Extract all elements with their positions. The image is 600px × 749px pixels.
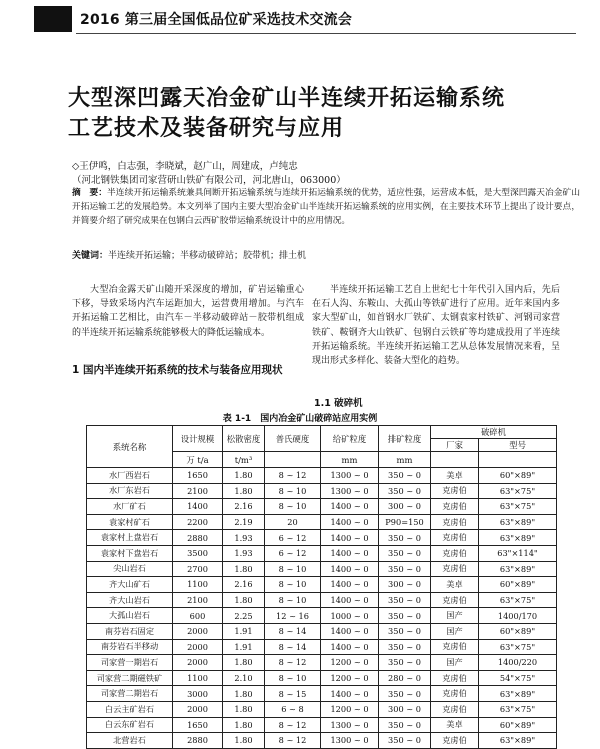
cell-density: 2.16 [223,499,265,515]
cell-feed-size: 1400 ~ 0 [321,530,379,546]
cell-density: 1.80 [223,561,265,577]
cell-capacity: 2100 [173,592,223,608]
table-row [87,670,557,686]
cell-name: 白云主矿岩石 [87,701,173,717]
cell-maker: 国产 [431,623,479,639]
cell-hardness: 8 ~ 14 [265,639,321,655]
cell-model: 63"×75" [479,483,557,499]
abstract [72,186,580,228]
cell-discharge-size: 350 ~ 0 [379,608,431,624]
cell-model: 60"×89" [479,717,557,733]
cell-capacity: 2700 [173,561,223,577]
header-feed-size: 给矿粒度 [321,426,379,452]
cell-feed-size: 1400 ~ 0 [321,577,379,593]
cell-capacity: 2880 [173,733,223,749]
abstract-text: 半连续开拓运输系统兼具间断开拓运输系统与连续开拓运输系统的优势，适应性强，运营成本低，是大型深凹露天冶金矿山开拓运输工艺的发展趋势。本文列举了国内主要大型冶金矿山半连续开拓运输系统的应用实例，在主要技术环节上提出了设计要点，并简要介绍了研究成果在包钢白云西矿胶带运输系统设计中的应用情况。 [72,188,581,226]
affiliation: （河北钢铁集团司家营研山铁矿有限公司，河北唐山，063000） [72,175,346,186]
cell-density: 1.80 [223,733,265,749]
cell-density: 1.93 [223,530,265,546]
cell-feed-size: 1300 ~ 0 [321,733,379,749]
unit-model [479,452,557,468]
unit-maker [431,452,479,468]
cell-density: 1.80 [223,468,265,484]
cell-maker: 克虏伯 [431,592,479,608]
authors: ◇王伊鸣，白志强，李晓斌，赵广山，周建成，卢纯忠 [72,161,298,172]
cell-discharge-size: 350 ~ 0 [379,483,431,499]
cell-capacity: 1400 [173,499,223,515]
unit-capacity: 万 t/a [173,452,223,468]
keywords-text: 半连续开拓运输；半移动破碎站；胶带机；排土机 [108,251,307,261]
cell-maker: 克虏伯 [431,701,479,717]
table-row [87,561,557,577]
cell-name: 袁家村下盘岩石 [87,545,173,561]
unit-discharge-size: mm [379,452,431,468]
cell-capacity: 3000 [173,686,223,702]
cell-hardness: 6 ~ 12 [265,545,321,561]
cell-maker: 克虏伯 [431,686,479,702]
header-crusher-label: 破碎机 [480,427,507,437]
cell-density: 2.16 [223,577,265,593]
table-row [87,468,557,484]
cell-capacity: 2000 [173,701,223,717]
cell-model: 63"×89" [479,686,557,702]
header-discharge-size: 排矿粒度 [379,426,431,452]
intro-right-column [312,283,560,368]
cell-model: 1400/220 [479,655,557,671]
cell-maker: 克虏伯 [431,530,479,546]
cell-name: 水厂东岩石 [87,483,173,499]
subsection-1-1-heading: 1.1 破碎机 [314,398,363,409]
cell-density: 2.10 [223,670,265,686]
cell-hardness: 8 ~ 10 [265,592,321,608]
cell-discharge-size: 350 ~ 0 [379,468,431,484]
cell-discharge-size: 350 ~ 0 [379,655,431,671]
cell-density: 1.80 [223,483,265,499]
cell-hardness: 8 ~ 14 [265,623,321,639]
cell-model: 63"×89" [479,514,557,530]
cell-capacity: 2100 [173,483,223,499]
cell-model: 63"×89" [479,733,557,749]
header-black-block [34,6,72,32]
header-name: 系统名称 [87,426,173,468]
cell-name: 司家营二期磁铁矿 [87,670,173,686]
cell-model: 60"×89" [479,623,557,639]
cell-capacity: 2880 [173,530,223,546]
cell-feed-size: 1400 ~ 0 [321,545,379,561]
cell-model: 63"×75" [479,639,557,655]
header-crusher-sub [431,438,556,451]
cell-maker: 国产 [431,608,479,624]
cell-discharge-size: 300 ~ 0 [379,701,431,717]
header-density: 松散密度 [223,426,265,452]
cell-capacity: 2200 [173,514,223,530]
cell-feed-size: 1300 ~ 0 [321,468,379,484]
cell-feed-size: 1400 ~ 0 [321,514,379,530]
keywords [72,248,306,261]
header-capacity: 设计规模 [173,426,223,452]
cell-name: 齐大山矿石 [87,577,173,593]
crusher-table [86,425,557,749]
table-row [87,592,557,608]
cell-hardness: 6 ~ 8 [265,701,321,717]
cell-discharge-size: 350 ~ 0 [379,592,431,608]
cell-capacity: 600 [173,608,223,624]
cell-hardness: 8 ~ 12 [265,468,321,484]
table-row [87,717,557,733]
cell-feed-size: 1200 ~ 0 [321,655,379,671]
cell-hardness: 8 ~ 12 [265,733,321,749]
cell-discharge-size: 350 ~ 0 [379,623,431,639]
unit-density: t/m³ [223,452,265,468]
cell-name: 袁家村上盘岩石 [87,530,173,546]
cell-feed-size: 1400 ~ 0 [321,639,379,655]
cell-hardness: 12 ~ 16 [265,608,321,624]
cell-discharge-size: 350 ~ 0 [379,733,431,749]
table-row [87,545,557,561]
cell-discharge-size: 350 ~ 0 [379,717,431,733]
header-maker: 厂家 [431,439,479,451]
cell-discharge-size: 350 ~ 0 [379,686,431,702]
cell-feed-size: 1400 ~ 0 [321,499,379,515]
cell-density: 1.91 [223,639,265,655]
intro-right-paragraph: 半连续开拓运输工艺自上世纪七十年代引入国内后，先后在石人沟、东鞍山、大孤山等铁矿进行了应用。近年来国内多家大型矿山，如首钢水厂铁矿、太钢袁家村铁矿、河钢司家营铁矿、鞍钢齐大山铁矿、包钢白云铁矿等均建成投用了半连续开拓运输系统。半连续开拓运输工艺从总体发展情况来看，呈现出形式多样化、装备大型化的趋势。 [312,285,560,367]
table-row [87,577,557,593]
cell-capacity: 1100 [173,670,223,686]
cell-discharge-size: 350 ~ 0 [379,639,431,655]
table-row [87,499,557,515]
cell-model: 63"×114" [479,545,557,561]
cell-model: 54"×75" [479,670,557,686]
cell-model: 63"×89" [479,561,557,577]
cell-feed-size: 1400 ~ 0 [321,686,379,702]
cell-name: 司家营二期岩石 [87,686,173,702]
intro-left-paragraph: 大型冶金露天矿山随开采深度的增加，矿岩运输重心下移，导致采场内汽车运距加大，运营费用增加。与汽车开拓运输工艺相比，由汽车－半移动破碎站－胶带机组成的半连续开拓运输系统能够极大的降低运输成本。 [72,285,304,338]
cell-maker: 克虏伯 [431,545,479,561]
cell-model: 63"×75" [479,499,557,515]
cell-maker: 克虏伯 [431,483,479,499]
cell-density: 2.19 [223,514,265,530]
table-row [87,639,557,655]
cell-name: 司家营一期岩石 [87,655,173,671]
header-model: 型号 [509,440,526,450]
cell-hardness: 8 ~ 12 [265,717,321,733]
cell-capacity: 1650 [173,717,223,733]
cell-maker: 克虏伯 [431,733,479,749]
cell-density: 1.80 [223,701,265,717]
cell-capacity: 1650 [173,468,223,484]
cell-density: 1.80 [223,717,265,733]
cell-name: 齐大山岩石 [87,592,173,608]
cell-feed-size: 1200 ~ 0 [321,701,379,717]
cell-maker: 克虏伯 [431,561,479,577]
cell-maker: 美卓 [431,717,479,733]
cell-discharge-size: 350 ~ 0 [379,545,431,561]
cell-hardness: 8 ~ 10 [265,670,321,686]
cell-feed-size: 1400 ~ 0 [321,623,379,639]
table-row [87,733,557,749]
table-row [87,686,557,702]
page-header [0,0,600,38]
cell-maker: 克虏伯 [431,670,479,686]
cell-capacity: 2000 [173,623,223,639]
cell-discharge-size: P90=150 [379,514,431,530]
cell-density: 1.91 [223,623,265,639]
table-row [87,655,557,671]
header-rule [76,33,576,34]
section-1-heading: 1 国内半连续开拓系统的技术与装备应用现状 [72,364,283,376]
table-row [87,623,557,639]
cell-capacity: 2000 [173,655,223,671]
cell-name: 北营岩石 [87,733,173,749]
cell-model: 63"×75" [479,592,557,608]
cell-hardness: 8 ~ 10 [265,499,321,515]
cell-name: 袁家村矿石 [87,514,173,530]
cell-name: 大孤山岩石 [87,608,173,624]
article-title-line-2: 工艺技术及装备研究与应用 [68,116,345,141]
cell-name: 水厂矿石 [87,499,173,515]
table-body [87,468,557,749]
cell-discharge-size: 350 ~ 0 [379,530,431,546]
cell-maker: 克虏伯 [431,514,479,530]
cell-capacity: 3500 [173,545,223,561]
cell-maker: 国产 [431,655,479,671]
keywords-label: 关键词： [72,251,109,261]
cell-model: 63"×89" [479,530,557,546]
cell-name: 南芬岩石固定 [87,623,173,639]
cell-maker: 美卓 [431,468,479,484]
cell-discharge-size: 300 ~ 0 [379,577,431,593]
cell-capacity: 1100 [173,577,223,593]
cell-density: 1.80 [223,686,265,702]
cell-feed-size: 1200 ~ 0 [321,670,379,686]
cell-feed-size: 1300 ~ 0 [321,717,379,733]
cell-maker: 克虏伯 [431,499,479,515]
table-row [87,608,557,624]
unit-hardness [265,452,321,468]
unit-feed-size: mm [321,452,379,468]
cell-feed-size: 1400 ~ 0 [321,561,379,577]
cell-density: 2.25 [223,608,265,624]
cell-name: 水厂西岩石 [87,468,173,484]
table-row [87,701,557,717]
cell-model: 60"×89" [479,468,557,484]
cell-name: 白云东矿岩石 [87,717,173,733]
table-row [87,530,557,546]
cell-maker: 克虏伯 [431,639,479,655]
table-caption: 表 1-1 国内冶金矿山破碎站应用实例 [222,414,378,424]
cell-feed-size: 1400 ~ 0 [321,592,379,608]
conference-title: 2016 第三届全国低品位矿采选技术交流会 [80,12,353,28]
cell-name: 尖山岩石 [87,561,173,577]
table-row [87,514,557,530]
abstract-label: 摘 要： [72,188,108,198]
header-hardness: 普氏硬度 [265,426,321,452]
cell-feed-size: 1000 ~ 0 [321,608,379,624]
table-header-row [87,426,557,452]
cell-discharge-size: 350 ~ 0 [379,561,431,577]
cell-model: 63"×75" [479,701,557,717]
cell-capacity: 2000 [173,639,223,655]
cell-discharge-size: 300 ~ 0 [379,499,431,515]
cell-hardness: 20 [265,514,321,530]
cell-maker: 美卓 [431,577,479,593]
intro-left-column [72,283,304,340]
article-title-line-1: 大型深凹露天冶金矿山半连续开拓运输系统 [68,86,506,111]
cell-hardness: 6 ~ 12 [265,530,321,546]
cell-density: 1.80 [223,592,265,608]
cell-hardness: 8 ~ 10 [265,577,321,593]
article-title [68,84,588,144]
header-crusher [431,426,557,452]
cell-feed-size: 1300 ~ 0 [321,483,379,499]
cell-density: 1.80 [223,655,265,671]
cell-discharge-size: 280 ~ 0 [379,670,431,686]
cell-hardness: 8 ~ 12 [265,655,321,671]
cell-model: 60"×89" [479,577,557,593]
cell-hardness: 8 ~ 10 [265,561,321,577]
table-row [87,483,557,499]
cell-density: 1.93 [223,545,265,561]
cell-hardness: 8 ~ 15 [265,686,321,702]
cell-name: 南芬岩石半移动 [87,639,173,655]
cell-hardness: 8 ~ 10 [265,483,321,499]
cell-model: 1400/170 [479,608,557,624]
